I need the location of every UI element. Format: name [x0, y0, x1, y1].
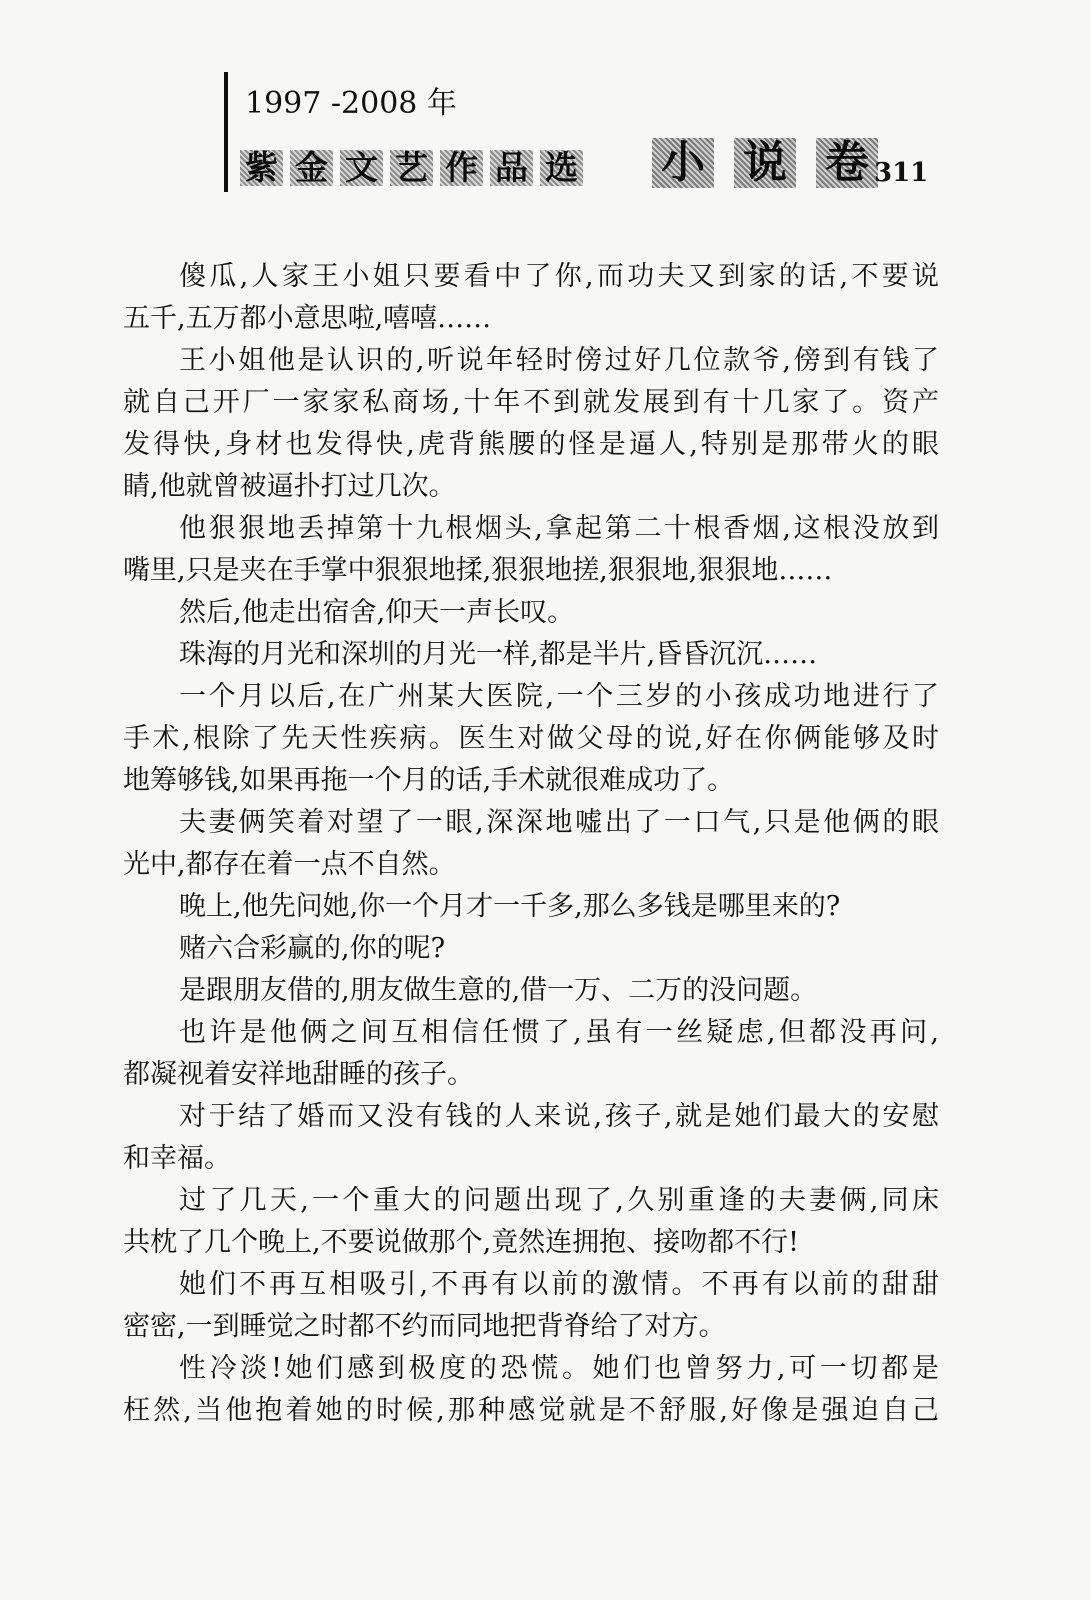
- text-line: 也许是他俩之间互相信任惯了,虽有一丝疑虑,但都没再问,: [179, 1017, 939, 1048]
- text-line: 是跟朋友借的,朋友做生意的,借一万、二万的没问题。: [179, 975, 818, 1006]
- text-line: 共枕了几个晚上,不要说做那个,竟然连拥抱、接吻都不行!: [123, 1227, 800, 1258]
- text-line: 赌六合彩赢的,你的呢?: [179, 933, 446, 964]
- series-title-char: 金: [290, 150, 333, 186]
- text-line: 光中,都存在着一点不自然。: [123, 849, 456, 880]
- header-rule: [224, 72, 228, 192]
- text-line: 地筹够钱,如果再拖一个月的话,手术就很难成功了。: [123, 765, 735, 796]
- body-text: [123, 256, 939, 1432]
- page-number: 311: [874, 158, 929, 188]
- series-title-char: 作: [440, 150, 483, 186]
- text-line: 他狠狠地丢掉第十九根烟头,拿起第二十根香烟,这根没放到: [179, 513, 939, 544]
- text-line: 密密,一到睡觉之时都不约而同地把背脊给了对方。: [123, 1311, 726, 1342]
- header-years: 1997 -2008 年: [245, 86, 457, 121]
- text-line: 和幸福。: [123, 1143, 231, 1174]
- text-line: 珠海的月光和深圳的月光一样,都是半片,昏昏沉沉……: [179, 639, 818, 670]
- volume-title: [652, 138, 878, 188]
- text-line: 都凝视着安祥地甜睡的孩子。: [123, 1059, 474, 1090]
- text-line: 性冷淡!她们感到极度的恐慌。她们也曾努力,可一切都是: [179, 1353, 939, 1384]
- text-line: 王小姐他是认识的,听说年轻时傍过好几位款爷,傍到有钱了: [179, 345, 939, 376]
- text-line: 一个月以后,在广州某大医院,一个三岁的小孩成功地进行了: [179, 681, 939, 712]
- text-line: 睛,他就曾被逼扑打过几次。: [123, 471, 456, 502]
- text-line: 过了几天,一个重大的问题出现了,久别重逢的夫妻俩,同床: [179, 1185, 939, 1216]
- text-line: 对于结了婚而又没有钱的人来说,孩子,就是她们最大的安慰: [179, 1101, 939, 1132]
- series-title-char: 品: [490, 150, 533, 186]
- series-title-char: 紫: [240, 150, 283, 186]
- text-line: 夫妻俩笑着对望了一眼,深深地嘘出了一口气,只是他俩的眼: [179, 807, 939, 838]
- text-line: 嘴里,只是夹在手掌中狠狠地揉,狠狠地搓,狠狠地,狠狠地……: [123, 555, 833, 586]
- series-title: [240, 150, 583, 186]
- text-line: 傻瓜,人家王小姐只要看中了你,而功夫又到家的话,不要说: [179, 261, 939, 292]
- text-line: 手术,根除了先天性疾病。医生对做父母的说,好在你俩能够及时: [123, 723, 939, 754]
- text-line: 她们不再互相吸引,不再有以前的激情。不再有以前的甜甜: [179, 1269, 939, 1300]
- volume-title-char: 说: [734, 138, 796, 188]
- text-line: 然后,他走出宿舍,仰天一声长叹。: [179, 597, 575, 628]
- text-line: 晚上,他先问她,你一个月才一千多,那么多钱是哪里来的?: [179, 891, 841, 922]
- series-title-char: 选: [540, 150, 583, 186]
- text-line: 枉然,当他抱着她的时候,那种感觉就是不舒服,好像是强迫自己: [123, 1395, 939, 1426]
- series-title-char: 艺: [390, 150, 433, 186]
- volume-title-char: 卷: [816, 138, 878, 188]
- text-line: 发得快,身材也发得快,虎背熊腰的怪是逼人,特别是那带火的眼: [123, 429, 939, 460]
- text-line: 五千,五万都小意思啦,嘻嘻……: [123, 303, 492, 334]
- series-title-char: 文: [340, 150, 383, 186]
- volume-title-char: 小: [652, 138, 714, 188]
- text-line: 就自己开厂一家家私商场,十年不到就发展到有十几家了。资产: [123, 387, 939, 418]
